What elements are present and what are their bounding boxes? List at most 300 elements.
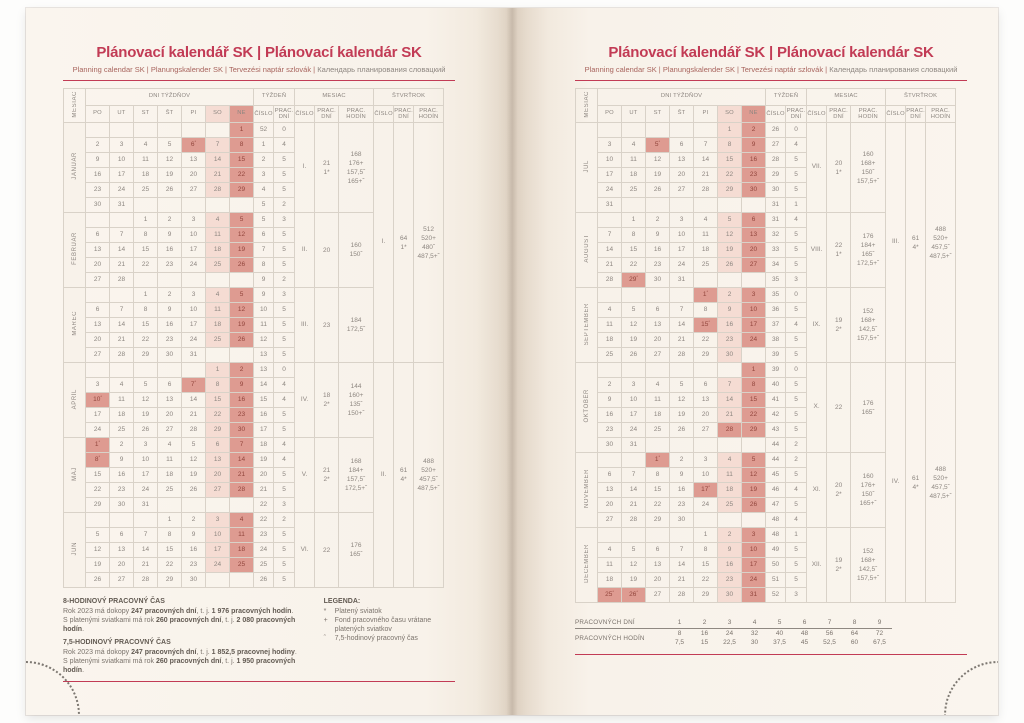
day-cell: 14 bbox=[230, 453, 254, 468]
week-number-cell: 13 bbox=[254, 363, 274, 378]
value-line: 144 bbox=[350, 383, 362, 390]
day-cell: 28 bbox=[670, 588, 694, 603]
day-cell: 26 bbox=[622, 348, 646, 363]
day-cell: 3 bbox=[86, 378, 110, 393]
week-number-cell: 17 bbox=[254, 423, 274, 438]
day-cell: 4 bbox=[622, 138, 646, 153]
day-cell: 24 bbox=[110, 183, 134, 198]
day-cell: 15 bbox=[134, 243, 158, 258]
header-group-row bbox=[576, 89, 956, 106]
day-cell: 6* bbox=[182, 138, 206, 153]
day-cell bbox=[622, 363, 646, 378]
day-cell bbox=[622, 528, 646, 543]
month-workhours-cell bbox=[851, 453, 886, 528]
day-cell: 15 bbox=[158, 543, 182, 558]
day-cell: 29 bbox=[86, 498, 110, 513]
day-cell: 28 bbox=[718, 423, 742, 438]
value-line: 23 bbox=[322, 321, 331, 329]
header-subcolumn-row bbox=[576, 106, 956, 123]
header-subcolumn bbox=[374, 106, 394, 123]
week-workdays-cell: 5 bbox=[274, 153, 295, 168]
work-time-line bbox=[63, 657, 298, 675]
day-cell: 19 bbox=[230, 243, 254, 258]
header-subcolumn-line: DNÍ bbox=[278, 114, 290, 120]
month-name-cell bbox=[576, 453, 598, 528]
paid-holiday-mark: * bbox=[708, 483, 710, 489]
day-cell bbox=[182, 198, 206, 213]
day-cell: 15 bbox=[694, 558, 718, 573]
value-line: 168+ bbox=[860, 159, 876, 167]
day-cell: 30 bbox=[718, 588, 742, 603]
week-workdays-cell: 2 bbox=[786, 453, 807, 468]
day-cell bbox=[694, 198, 718, 213]
day-cell: 5* bbox=[646, 138, 670, 153]
working-days-hours-table bbox=[575, 618, 892, 648]
quarter-workhours-cell bbox=[926, 123, 956, 363]
day-cell: 16 bbox=[646, 243, 670, 258]
day-cell: 9 bbox=[158, 303, 182, 318]
value-line: 487,5+ˆ bbox=[417, 252, 440, 260]
day-cell: 11 bbox=[646, 393, 670, 408]
week-number-cell: 35 bbox=[766, 288, 786, 303]
paid-holiday-mark: * bbox=[636, 273, 638, 279]
value-line: 20 bbox=[834, 159, 843, 167]
week-workdays-cell: 5 bbox=[786, 333, 807, 348]
week-workdays-cell: 5 bbox=[274, 168, 295, 183]
value-line: 142,5ˆ bbox=[858, 566, 878, 573]
day-cell bbox=[110, 363, 134, 378]
day-cell bbox=[598, 528, 622, 543]
month-workdays-cell bbox=[315, 513, 339, 588]
day-cell: 20 bbox=[742, 243, 766, 258]
day-cell: 1 bbox=[158, 513, 182, 528]
work-time-summary bbox=[63, 597, 298, 675]
day-cell: 22 bbox=[694, 573, 718, 588]
week-number-cell: 50 bbox=[766, 558, 786, 573]
week-number-cell: 30 bbox=[766, 183, 786, 198]
day-cell: 19 bbox=[86, 558, 110, 573]
planning-calendar-table bbox=[63, 88, 444, 588]
day-cell: 12 bbox=[230, 228, 254, 243]
day-cell: 24 bbox=[134, 483, 158, 498]
day-cell: 14 bbox=[694, 153, 718, 168]
month-name-cell bbox=[64, 438, 86, 513]
value-line: 172,5ˆ bbox=[346, 326, 366, 333]
value-line: 176+ bbox=[348, 159, 364, 167]
header-subcolumn-line: HODÍN bbox=[930, 114, 951, 120]
value-line: 1* bbox=[835, 251, 842, 258]
header-subcolumn-line: DNÍ bbox=[398, 114, 409, 120]
value-line: 61 bbox=[911, 234, 920, 242]
day-cell bbox=[598, 213, 622, 228]
value-line: 520+ bbox=[421, 467, 436, 474]
day-cell: 31 bbox=[182, 348, 206, 363]
day-cell: 1 bbox=[718, 123, 742, 138]
header-subcolumn-line: ČÍSLO bbox=[766, 110, 785, 117]
day-cell: 12 bbox=[622, 318, 646, 333]
day-cell bbox=[694, 438, 718, 453]
day-cell: 7 bbox=[670, 303, 694, 318]
working-days-value: 6 bbox=[792, 618, 817, 629]
day-cell: 29 bbox=[158, 573, 182, 588]
day-cell: 16 bbox=[598, 408, 622, 423]
value-line: 457,5ˆ bbox=[419, 476, 438, 483]
value-line: 176 bbox=[350, 542, 362, 549]
week-number-cell: 42 bbox=[766, 408, 786, 423]
day-cell: 14 bbox=[670, 558, 694, 573]
day-cell: 10 bbox=[598, 153, 622, 168]
day-cell bbox=[670, 363, 694, 378]
quarter-number-cell: II. bbox=[374, 363, 394, 588]
day-cell: 1 bbox=[206, 363, 230, 378]
day-cell bbox=[694, 123, 718, 138]
hours-75h-value: 22,5 bbox=[723, 638, 736, 646]
day-cell: 7 bbox=[206, 138, 230, 153]
month-workhours-cell bbox=[339, 438, 374, 513]
working-hours-label: PRACOVNÝCH HODÍN bbox=[575, 635, 645, 642]
day-cell: 21 bbox=[718, 408, 742, 423]
paid-holiday-mark: * bbox=[612, 588, 614, 594]
day-cell: 11 bbox=[718, 468, 742, 483]
day-cell: 7 bbox=[110, 303, 134, 318]
day-cell bbox=[134, 123, 158, 138]
day-cell: 16 bbox=[718, 558, 742, 573]
day-cell: 1* bbox=[646, 453, 670, 468]
day-cell bbox=[158, 498, 182, 513]
quarter-workdays-cell bbox=[394, 363, 414, 588]
day-cell bbox=[718, 198, 742, 213]
hours-75h-value: 52,5 bbox=[823, 638, 836, 646]
day-cell: 13 bbox=[670, 153, 694, 168]
week-number-cell: 2 bbox=[254, 153, 274, 168]
day-cell: 7 bbox=[110, 228, 134, 243]
quarter-number-cell: IV. bbox=[886, 363, 906, 603]
month-number-cell: II. bbox=[295, 213, 315, 288]
week-workdays-cell: 4 bbox=[274, 438, 295, 453]
work-time-bold: 260 pracovných dní bbox=[155, 617, 222, 624]
day-cell: 28 bbox=[134, 573, 158, 588]
week-workdays-cell: 5 bbox=[274, 228, 295, 243]
day-cell: 12 bbox=[670, 393, 694, 408]
month-number-cell: IX. bbox=[807, 288, 827, 363]
value-line: 160 bbox=[350, 242, 362, 249]
value-line: 157,5+ˆ bbox=[856, 177, 880, 185]
day-cell bbox=[134, 198, 158, 213]
week-row bbox=[64, 363, 444, 378]
day-cell: 16 bbox=[670, 483, 694, 498]
month-number-cell: VIII. bbox=[807, 213, 827, 288]
month-name-cell bbox=[576, 363, 598, 453]
day-cell: 15 bbox=[206, 393, 230, 408]
day-cell: 16 bbox=[158, 243, 182, 258]
value-line: 480ˆ bbox=[422, 243, 436, 251]
value-line: 184 bbox=[350, 317, 362, 324]
week-workdays-cell: 3 bbox=[274, 288, 295, 303]
month-workdays-cell bbox=[827, 123, 851, 213]
week-number-cell: 27 bbox=[766, 138, 786, 153]
value-line: 160+ bbox=[348, 392, 364, 399]
header-day-po: PO bbox=[86, 106, 110, 123]
week-number-cell: 19 bbox=[254, 453, 274, 468]
month-workhours-cell bbox=[339, 363, 374, 438]
day-cell: 22 bbox=[158, 558, 182, 573]
value-line: 487,5+ˆ bbox=[929, 252, 952, 260]
week-workdays-cell: 5 bbox=[274, 528, 295, 543]
header-week-group: TÝŽDEŇ bbox=[766, 89, 807, 106]
day-cell: 2 bbox=[86, 138, 110, 153]
day-cell: 26 bbox=[670, 423, 694, 438]
day-cell: 27 bbox=[694, 423, 718, 438]
header-group-row bbox=[64, 89, 444, 106]
day-cell: 31 bbox=[110, 198, 134, 213]
week-workdays-cell: 5 bbox=[786, 258, 807, 273]
week-workdays-cell: 5 bbox=[274, 543, 295, 558]
day-cell: 7 bbox=[134, 528, 158, 543]
value-line: 488 bbox=[423, 458, 435, 465]
month-name-label: JÚN bbox=[71, 542, 78, 556]
quarter-workhours-cell bbox=[414, 363, 444, 588]
day-cell: 20 bbox=[110, 558, 134, 573]
week-workdays-cell: 5 bbox=[274, 558, 295, 573]
header-day-so: SO bbox=[718, 106, 742, 123]
working-days-label: PRACOVNÝCH DNÍ bbox=[575, 618, 667, 629]
value-line: 157,5ˆ bbox=[346, 476, 366, 483]
working-days-value: 8 bbox=[842, 618, 867, 629]
week-workdays-cell: 2 bbox=[274, 273, 295, 288]
work-time-text: . bbox=[291, 608, 294, 615]
header-subcolumn-line: ČÍSLO bbox=[886, 110, 905, 117]
week-number-cell: 38 bbox=[766, 333, 786, 348]
day-cell: 22 bbox=[622, 258, 646, 273]
month-workdays-cell bbox=[315, 438, 339, 513]
month-name-label: AUGUST bbox=[583, 234, 590, 264]
day-cell: 3 bbox=[182, 288, 206, 303]
day-cell: 15 bbox=[622, 243, 646, 258]
day-cell: 28 bbox=[670, 348, 694, 363]
day-cell: 2 bbox=[598, 378, 622, 393]
header-subcolumn bbox=[315, 106, 339, 123]
day-cell: 16 bbox=[86, 168, 110, 183]
day-cell bbox=[230, 573, 254, 588]
value-line: 4* bbox=[912, 243, 919, 251]
header-subcolumn-line: HODÍN bbox=[858, 114, 878, 120]
day-cell: 10 bbox=[134, 453, 158, 468]
legend-text: Platený sviatok bbox=[334, 608, 382, 615]
day-cell: 24 bbox=[598, 183, 622, 198]
day-cell: 23 bbox=[598, 423, 622, 438]
day-cell: 16 bbox=[718, 318, 742, 333]
day-cell: 3 bbox=[742, 528, 766, 543]
week-workdays-cell: 5 bbox=[274, 408, 295, 423]
hours-8h-value: 8 bbox=[677, 630, 682, 637]
day-cell: 5 bbox=[622, 543, 646, 558]
day-cell bbox=[718, 363, 742, 378]
week-workdays-cell: 5 bbox=[786, 348, 807, 363]
value-line: 2* bbox=[835, 566, 842, 573]
day-cell: 9 bbox=[110, 453, 134, 468]
day-cell: 2 bbox=[230, 363, 254, 378]
day-cell: 23 bbox=[742, 168, 766, 183]
day-cell: 5 bbox=[622, 303, 646, 318]
month-name-cell bbox=[576, 288, 598, 363]
day-cell: 29 bbox=[718, 183, 742, 198]
value-line: 152 bbox=[862, 548, 874, 555]
week-workdays-cell: 5 bbox=[786, 243, 807, 258]
day-cell bbox=[206, 273, 230, 288]
calendar-body bbox=[64, 123, 444, 588]
day-cell: 28 bbox=[598, 273, 622, 288]
work-time-text: . bbox=[294, 649, 297, 656]
week-workdays-cell: 1 bbox=[786, 528, 807, 543]
day-cell: 21 bbox=[206, 168, 230, 183]
value-line: 22 bbox=[834, 242, 843, 249]
week-number-cell: 18 bbox=[254, 438, 274, 453]
week-workdays-cell: 0 bbox=[786, 288, 807, 303]
working-hours-value bbox=[867, 629, 892, 649]
week-number-cell: 16 bbox=[254, 408, 274, 423]
day-cell: 28 bbox=[622, 513, 646, 528]
header-subcolumn-line: PRAC. bbox=[274, 107, 294, 114]
day-cell: 29* bbox=[622, 273, 646, 288]
week-number-cell: 23 bbox=[254, 528, 274, 543]
day-cell: 3 bbox=[182, 213, 206, 228]
day-cell: 13 bbox=[646, 558, 670, 573]
day-cell bbox=[622, 288, 646, 303]
day-cell: 21 bbox=[622, 498, 646, 513]
day-cell bbox=[742, 273, 766, 288]
day-cell: 13 bbox=[86, 243, 110, 258]
week-number-cell: 25 bbox=[254, 558, 274, 573]
day-cell: 2 bbox=[158, 288, 182, 303]
hours-75h-value: 67,5 bbox=[873, 638, 886, 646]
day-cell: 13 bbox=[646, 318, 670, 333]
week-workdays-cell: 2 bbox=[786, 438, 807, 453]
work-time-bold: 247 pracovných dní bbox=[131, 649, 197, 656]
week-workdays-cell: 4 bbox=[786, 213, 807, 228]
page-subtitle bbox=[575, 65, 967, 74]
day-cell: 15 bbox=[742, 393, 766, 408]
work-time-footer bbox=[63, 597, 455, 675]
day-cell: 6 bbox=[694, 378, 718, 393]
day-cell: 7* bbox=[182, 378, 206, 393]
header-subcolumn-line: PRAC. bbox=[931, 107, 950, 114]
day-cell: 6 bbox=[742, 213, 766, 228]
working-hours-value bbox=[692, 629, 717, 649]
day-cell: 5 bbox=[158, 138, 182, 153]
month-workdays-cell bbox=[827, 528, 851, 603]
day-cell: 28 bbox=[206, 183, 230, 198]
hours-8h-value: 40 bbox=[775, 630, 784, 637]
week-number-cell: 39 bbox=[766, 348, 786, 363]
header-subcolumn-line: PRAC. bbox=[419, 107, 438, 114]
day-cell: 8 bbox=[694, 303, 718, 318]
value-line: 142,5ˆ bbox=[858, 326, 878, 333]
day-cell: 17 bbox=[742, 318, 766, 333]
day-cell: 2 bbox=[742, 123, 766, 138]
header-subcolumn-line: PRAC. bbox=[906, 107, 925, 114]
week-workdays-cell: 5 bbox=[786, 573, 807, 588]
value-line: 1* bbox=[835, 168, 842, 176]
day-cell: 12 bbox=[646, 153, 670, 168]
day-cell: 29 bbox=[646, 513, 670, 528]
day-cell: 23 bbox=[158, 333, 182, 348]
value-line: 488 bbox=[935, 225, 947, 233]
month-workdays-cell bbox=[315, 363, 339, 438]
day-cell: 11 bbox=[206, 228, 230, 243]
value-line: 487,5+ˆ bbox=[929, 492, 952, 500]
day-cell bbox=[206, 198, 230, 213]
paid-holiday-mark: * bbox=[658, 138, 661, 144]
day-cell: 25 bbox=[622, 183, 646, 198]
day-cell bbox=[694, 513, 718, 528]
working-days-value: 2 bbox=[692, 618, 717, 629]
day-cell: 18 bbox=[206, 243, 230, 258]
day-cell: 27 bbox=[742, 258, 766, 273]
day-cell: 4 bbox=[110, 378, 134, 393]
week-number-cell: 5 bbox=[254, 198, 274, 213]
header-subcolumn-line: PRAC. bbox=[317, 107, 336, 114]
day-cell: 19 bbox=[670, 408, 694, 423]
hours-8h-value: 48 bbox=[800, 630, 809, 637]
day-cell: 4 bbox=[646, 378, 670, 393]
week-workdays-cell: 5 bbox=[786, 153, 807, 168]
legend-text: Fond pracovného času vrátane platených sviatkov bbox=[334, 617, 432, 633]
day-cell: 6 bbox=[670, 138, 694, 153]
value-line: 1* bbox=[400, 243, 407, 251]
week-workdays-cell: 0 bbox=[786, 363, 807, 378]
day-cell: 18 bbox=[598, 333, 622, 348]
day-cell: 23 bbox=[110, 483, 134, 498]
day-cell: 21 bbox=[694, 168, 718, 183]
week-workdays-cell: 5 bbox=[786, 303, 807, 318]
day-cell: 7 bbox=[230, 438, 254, 453]
day-cell: 19 bbox=[182, 468, 206, 483]
day-cell: 22 bbox=[206, 408, 230, 423]
legend-symbol: ˆ bbox=[323, 635, 326, 642]
header-weekdays-group: DNI TÝŽDŇOV bbox=[86, 89, 254, 106]
day-cell bbox=[230, 498, 254, 513]
value-line: 172,5+ˆ bbox=[344, 485, 368, 492]
day-cell: 24 bbox=[622, 423, 646, 438]
value-line: 172,5+ˆ bbox=[856, 260, 880, 267]
hours-8h-value: 64 bbox=[850, 630, 859, 637]
day-cell: 14 bbox=[206, 153, 230, 168]
month-number-cell: VII. bbox=[807, 123, 827, 213]
calendar-table-left-mount bbox=[63, 88, 455, 588]
calendar-body bbox=[576, 123, 956, 603]
value-line: 150ˆ bbox=[349, 251, 363, 258]
day-cell: 23 bbox=[718, 333, 742, 348]
planning-calendar-table bbox=[575, 88, 956, 603]
quarter-number-cell: I. bbox=[374, 123, 394, 363]
day-cell: 9 bbox=[598, 393, 622, 408]
month-name-label: MÁJ bbox=[71, 466, 78, 481]
header-subcolumn-line: DNÍ bbox=[910, 114, 921, 120]
day-cell: 16 bbox=[158, 318, 182, 333]
header-subcolumn-line: ČÍSLO bbox=[254, 110, 273, 117]
month-workhours-cell bbox=[851, 213, 886, 288]
month-workhours-cell bbox=[851, 528, 886, 603]
day-cell: 10 bbox=[622, 393, 646, 408]
subtitle-latin: Planning calendar SK | Planungskalender SK | Tervezési naptár szlovák | bbox=[584, 65, 830, 74]
week-workdays-cell: 2 bbox=[274, 513, 295, 528]
day-cell: 26* bbox=[622, 588, 646, 603]
month-workhours-cell bbox=[851, 288, 886, 363]
week-workdays-cell: 5 bbox=[786, 558, 807, 573]
day-cell: 27 bbox=[646, 588, 670, 603]
day-cell: 28 bbox=[110, 348, 134, 363]
value-line: 457,5ˆ bbox=[931, 243, 950, 251]
